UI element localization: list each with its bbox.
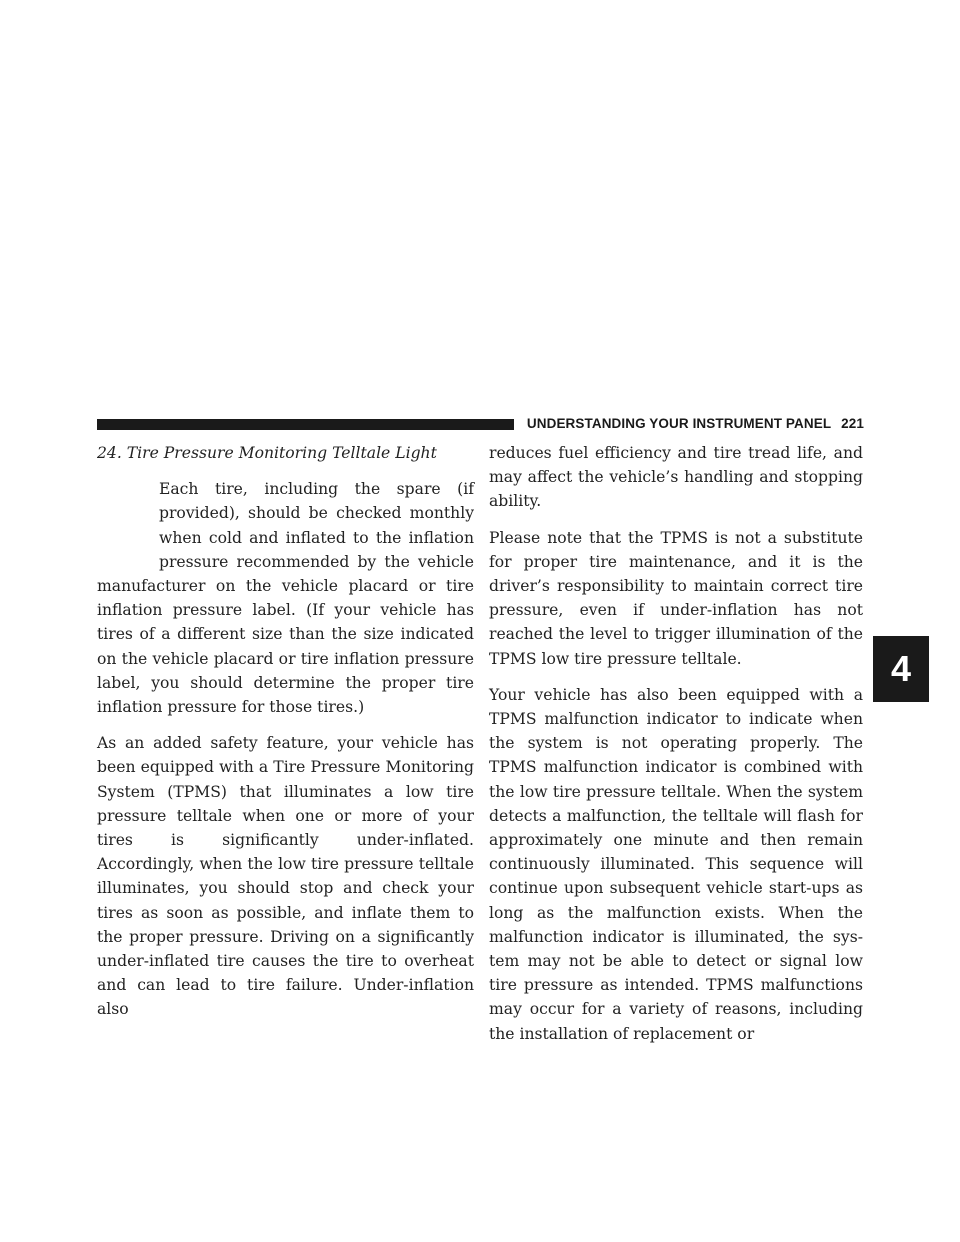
paragraph-tpms-intro: As an added safety feature, your vehicle has been equipped with a Tire Pressure Monitoring System (TPMS) that illuminates a low tire pressure telltale when one or more of your tires is significantly under-inflated. Accordingly, when the low tire pressure telltale illuminates, you should stop and check your tires as soon as possible, and inflate them to the proper pressure. Driving on a significantly under-inflated tire causes the tire to overheat and can lead to tire failure. Under-inflation also (97, 734, 474, 1019)
paragraph-tire-check (97, 477, 474, 719)
paragraph-continued: reduces fuel efficiency and tire tread life, and may affect the vehicle’s handling and stopping ability. (489, 444, 863, 511)
page-number: 221 (841, 415, 864, 431)
running-header (519, 413, 864, 433)
chapter-tab: 4 (873, 636, 929, 702)
right-column (489, 441, 863, 1058)
paragraph-maintenance-note: Please note that the TPMS is not a substitute for proper tire maintenance, and it is the driver’s responsibility to maintain correct tire pressure, even if under-inflation has not reached the level to trigger illumination of the TPMS low tire pressure telltale. (489, 528, 863, 668)
paragraph-text: Each tire, including the spare (if provided), should be checked monthly when cold and inflated to the inflation pressure recommended by the vehicle manufacturer on the vehicle placard or tire inflation pressure label. (If your vehicle has tires of a different size than the size indicated on the vehicle placard or tire inflation pressure label, you should determine the proper tire inflation pressure for those tires.) (97, 480, 474, 717)
header-rule (97, 419, 514, 430)
left-column (97, 441, 474, 1034)
telltale-icon-placeholder (97, 477, 159, 573)
section-title: UNDERSTANDING YOUR INSTRUMENT PANEL (526, 415, 832, 431)
paragraph-malfunction-indicator: Your vehicle has also been equipped with a TPMS malfunction indicator to indicate when the system is not operating properly. The TPMS malfunction indicator is combined with the low tire pressure telltale. When the system detects a malfunction, the telltale will flash for approximately one minute and then remain continuously illuminated. This sequence will continue upon subsequent vehicle start-ups as long as the malfunction exists. When the malfunction indicator is illuminated, the system may not be able to detect or signal low tire pressure as intended. TPMS malfunctions may occur for a variety of reasons, including the installation of replacement or (489, 685, 863, 1043)
section-heading: 24. Tire Pressure Monitoring Telltale Light (97, 444, 437, 462)
